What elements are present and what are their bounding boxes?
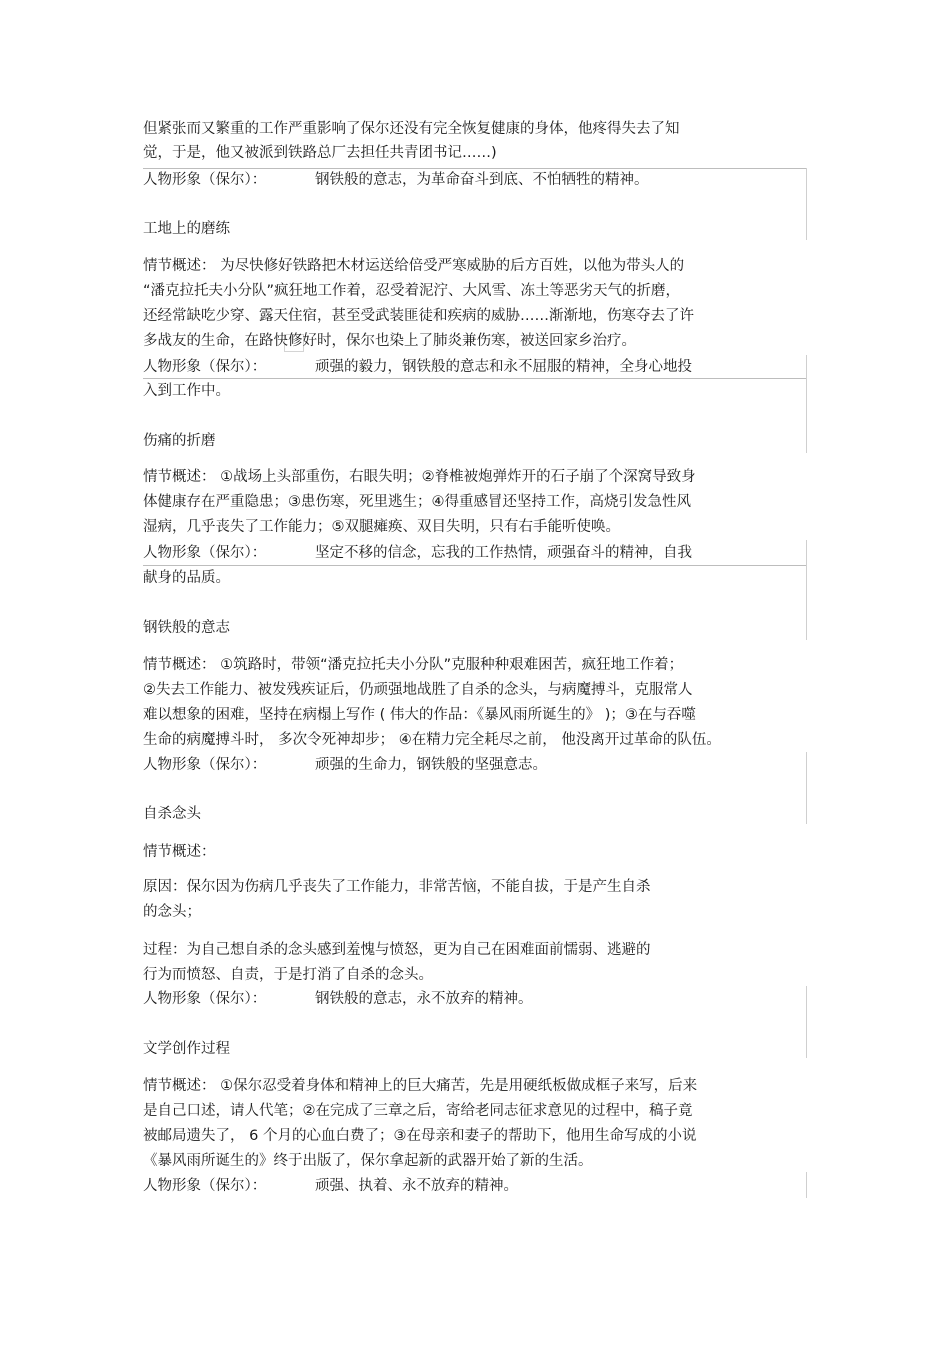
table-border xyxy=(143,565,806,566)
character-image-value: 钢铁般的意志，为革命奋斗到底、不怕牺牲的精神。 xyxy=(315,172,649,188)
plot-summary: 的念头； xyxy=(143,904,201,920)
plot-summary: 行为而愤怒、自责，于是打消了自杀的念头。 xyxy=(143,967,433,983)
character-image-row xyxy=(143,357,692,377)
character-image-label: 人物形象（保尔）： xyxy=(143,1178,267,1194)
plot-summary: 被邮局遗失了， 6 个月的心血白费了；③在母亲和妻子的帮助下，他用生命写成的小说 xyxy=(143,1128,697,1144)
table-border xyxy=(806,355,807,453)
character-image-value: 献身的品质。 xyxy=(143,570,230,586)
table-border xyxy=(806,1172,807,1198)
table-border xyxy=(806,986,807,1058)
character-image-label: 人物形象（保尔）： xyxy=(143,757,267,773)
section-heading: 伤痛的折磨 xyxy=(143,433,216,449)
character-image-value: 坚定不移的信念，忘我的工作热情，顽强奋斗的精神，自我 xyxy=(315,545,692,561)
character-image-label: 人物形象（保尔）： xyxy=(143,172,267,188)
character-image-row xyxy=(143,543,692,563)
character-image-value: 顽强、执着、永不放弃的精神。 xyxy=(315,1178,518,1194)
table-border xyxy=(143,378,806,379)
plot-summary-label: 情节概述： xyxy=(143,844,216,860)
character-image-row xyxy=(143,755,547,775)
plot-summary: 湿病，几乎丧失了工作能力；⑤双腿瘫痪、双目失明，只有右手能听使唤。 xyxy=(143,519,620,535)
section-heading: 工地上的磨练 xyxy=(143,221,230,237)
table-border xyxy=(806,168,807,240)
character-image-row xyxy=(143,1176,518,1196)
plot-summary: 是自己口述，请人代笔；②在完成了三章之后，寄给老同志征求意见的过程中，稿子竟 xyxy=(143,1103,693,1119)
character-image-label: 人物形象（保尔）： xyxy=(143,359,267,375)
plot-summary: 情节概述： ①筑路时，带领“潘克拉托夫小分队”克服种种艰难困苦，疯狂地工作着； xyxy=(143,657,684,673)
body-text: 但紧张而又繁重的工作严重影响了保尔还没有完全恢复健康的身体，他疼得失去了知 xyxy=(143,121,680,137)
table-border xyxy=(806,752,807,824)
section-heading: 自杀念头 xyxy=(143,806,201,822)
plot-summary: 情节概述： ①保尔忍受着身体和精神上的巨大痛苦，先是用硬纸板做成框子来写，后来 xyxy=(143,1078,698,1094)
plot-summary: 难以想象的困难，坚持在病榻上写作 ( 伟大的作品：《暴风雨所诞生的》 )；③在与吞噬 xyxy=(143,707,696,723)
character-image-value: 顽强的生命力，钢铁般的坚强意志。 xyxy=(315,757,547,773)
section-heading: 钢铁般的意志 xyxy=(143,620,230,636)
character-image-value: 顽强的毅力，钢铁般的意志和永不屈服的精神，全身心地投 xyxy=(315,359,692,375)
section-heading: 文学创作过程 xyxy=(143,1041,230,1057)
plot-summary: “潘克拉托夫小分队”疯狂地工作着，忍受着泥泞、大风雪、冻土等恶劣天气的折磨， xyxy=(143,283,681,299)
character-image-label: 人物形象（保尔）： xyxy=(143,991,267,1007)
plot-summary: 过程：为自己想自杀的念头感到羞愧与愤怒，更为自己在困难面前懦弱、逃避的 xyxy=(143,942,651,958)
plot-summary: 体健康存在严重隐患；③患伤寒，死里逃生；④得重感冒还坚持工作，高烧引发急性风 xyxy=(143,494,691,510)
character-image-row xyxy=(143,170,649,190)
table-border xyxy=(806,540,807,640)
character-image-row xyxy=(143,989,533,1009)
plot-summary: 生命的病魔搏斗时， 多次令死神却步； ④在精力完全耗尽之前， 他没离开过革命的队伍。 xyxy=(143,732,721,748)
plot-summary: 《暴风雨所诞生的》终于出版了，保尔拿起新的武器开始了新的生活。 xyxy=(143,1153,593,1169)
plot-summary: 情节概述： ①战场上头部重伤，右眼失明；②脊椎被炮弹炸开的石子崩了个深窝导致身 xyxy=(143,469,696,485)
plot-summary: ②失去工作能力、被发残疾证后，仍顽强地战胜了自杀的念头，与病魔搏斗，克服常人 xyxy=(143,682,693,698)
character-image-value: 钢铁般的意志，永不放弃的精神。 xyxy=(315,991,533,1007)
plot-summary: 情节概述： 为尽快修好铁路把木材运送给倍受严寒威胁的后方百姓，以他为带头人的 xyxy=(143,258,685,274)
plot-summary: 还经常缺吃少穿、露天住宿，甚至受武装匪徒和疾病的威胁……渐渐地，伤寒夺去了许 xyxy=(143,308,694,324)
body-text: 觉，于是，他又被派到铁路总厂去担任共青团书记……) xyxy=(143,145,497,161)
table-border xyxy=(143,168,806,169)
character-image-value: 入到工作中。 xyxy=(143,383,230,399)
character-image-label: 人物形象（保尔）： xyxy=(143,545,267,561)
plot-summary: 多战友的生命，在路快修好时，保尔也染上了肺炎兼伤寒，被送回家乡治疗。 xyxy=(143,333,636,349)
plot-summary: 原因：保尔因为伤病几乎丧失了工作能力，非常苦恼，不能自拔，于是产生自杀 xyxy=(143,879,651,895)
